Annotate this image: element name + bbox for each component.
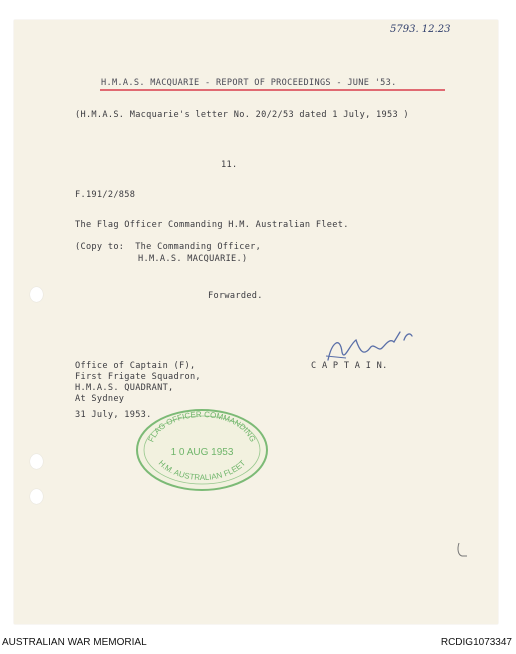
punch-hole-2 — [30, 454, 43, 469]
copy-to-line-1: (Copy to: The Commanding Officer, — [75, 242, 262, 252]
office-line-2: First Frigate Squadron, — [75, 372, 201, 382]
office-line-1: Office of Captain (F), — [75, 361, 196, 371]
punch-hole-1 — [30, 287, 43, 302]
received-stamp — [134, 407, 270, 493]
stamp-top-text: FLAG OFFICER COMMANDING — [146, 409, 258, 444]
footer-source: AUSTRALIAN WAR MEMORIAL — [2, 637, 147, 648]
stamp-date: 1 0 AUG 1953 — [170, 447, 234, 458]
office-line-4: At Sydney — [75, 394, 125, 404]
pencil-mark — [455, 541, 469, 559]
title-underline — [100, 89, 445, 91]
signature-scribble — [320, 322, 420, 372]
handwritten-reference: 5793. 12.23 — [390, 24, 451, 35]
addressee: The Flag Officer Commanding H.M. Australian Fleet. — [75, 220, 349, 230]
subtitle-reference: (H.M.A.S. Macquarie's letter No. 20/2/53 dated 1 July, 1953 ) — [75, 110, 409, 120]
forwarded-text: Forwarded. — [208, 291, 263, 301]
copy-to-line-2: H.M.A.S. MACQUARIE.) — [138, 254, 248, 264]
section-number: 11. — [221, 160, 238, 170]
stamp-bottom-text: H.M. AUSTRALIAN FLEET — [156, 458, 248, 483]
document-date: 31 July, 1953. — [75, 410, 152, 420]
office-line-3: H.M.A.S. QUADRANT, — [75, 383, 174, 393]
footer-id: RCDIG1073347 — [440, 637, 512, 648]
punch-hole-3 — [30, 489, 43, 504]
file-reference: F.191/2/858 — [75, 190, 136, 200]
captain-label: C A P T A I N. — [311, 361, 388, 371]
document-title: H.M.A.S. MACQUARIE - REPORT OF PROCEEDINGS - JUNE '53. — [101, 78, 397, 88]
